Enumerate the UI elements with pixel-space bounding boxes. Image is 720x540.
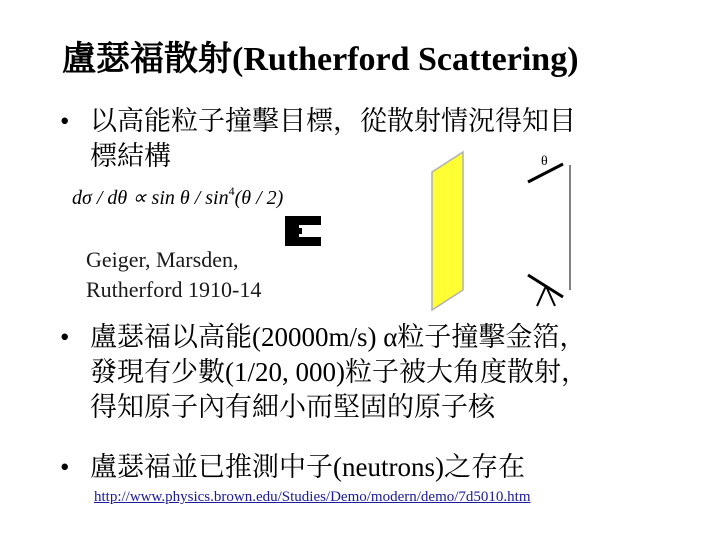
bullet-experiment-line3: 得知原子內有細小而堅固的原子核 (90, 392, 495, 422)
bullet-rutherford-experiment (60, 320, 700, 425)
formula-tail: (θ / 2) (234, 187, 284, 209)
bullet-marker: • (60, 106, 70, 136)
bullet-marker: • (60, 452, 70, 482)
formula-exponent: 4 (228, 184, 235, 198)
caption-line2: Rutherford 1910-14 (86, 277, 262, 302)
gold-foil (432, 152, 463, 310)
angle-label: θ (541, 154, 548, 169)
bullet-intro-line1: 以高能粒子撞擊目標，從散射情況得知目 (90, 106, 576, 136)
slide-title: 盧瑟福散射(Rutherford Scattering) (62, 41, 579, 78)
bullet-experiment-line2: 發現有少數(1/20, 000)粒子被大角度散射， (90, 357, 588, 387)
bullet-neutron-prediction (60, 450, 700, 485)
bullet-marker: • (60, 322, 70, 352)
detector-leg-left (537, 286, 546, 306)
bullet-intro-line2: 標結構 (90, 141, 171, 171)
bullet-neutron-line1: 盧瑟福並已推測中子(neutrons)之存在 (90, 452, 525, 482)
source-aperture (299, 225, 321, 237)
alpha-source (295, 228, 302, 234)
caption-line1: Geiger, Marsden, (86, 247, 239, 272)
source-link[interactable]: http://www.physics.brown.edu/Studies/Demo/modern/demo/7d5010.htm (94, 489, 531, 505)
bullet-experiment-line1: 盧瑟福以高能(20000m/s) α粒子撞擊金箔， (90, 322, 587, 352)
figure-caption (86, 245, 261, 305)
formula-main: dσ / dθ ∝ sin θ / sin (72, 187, 229, 209)
